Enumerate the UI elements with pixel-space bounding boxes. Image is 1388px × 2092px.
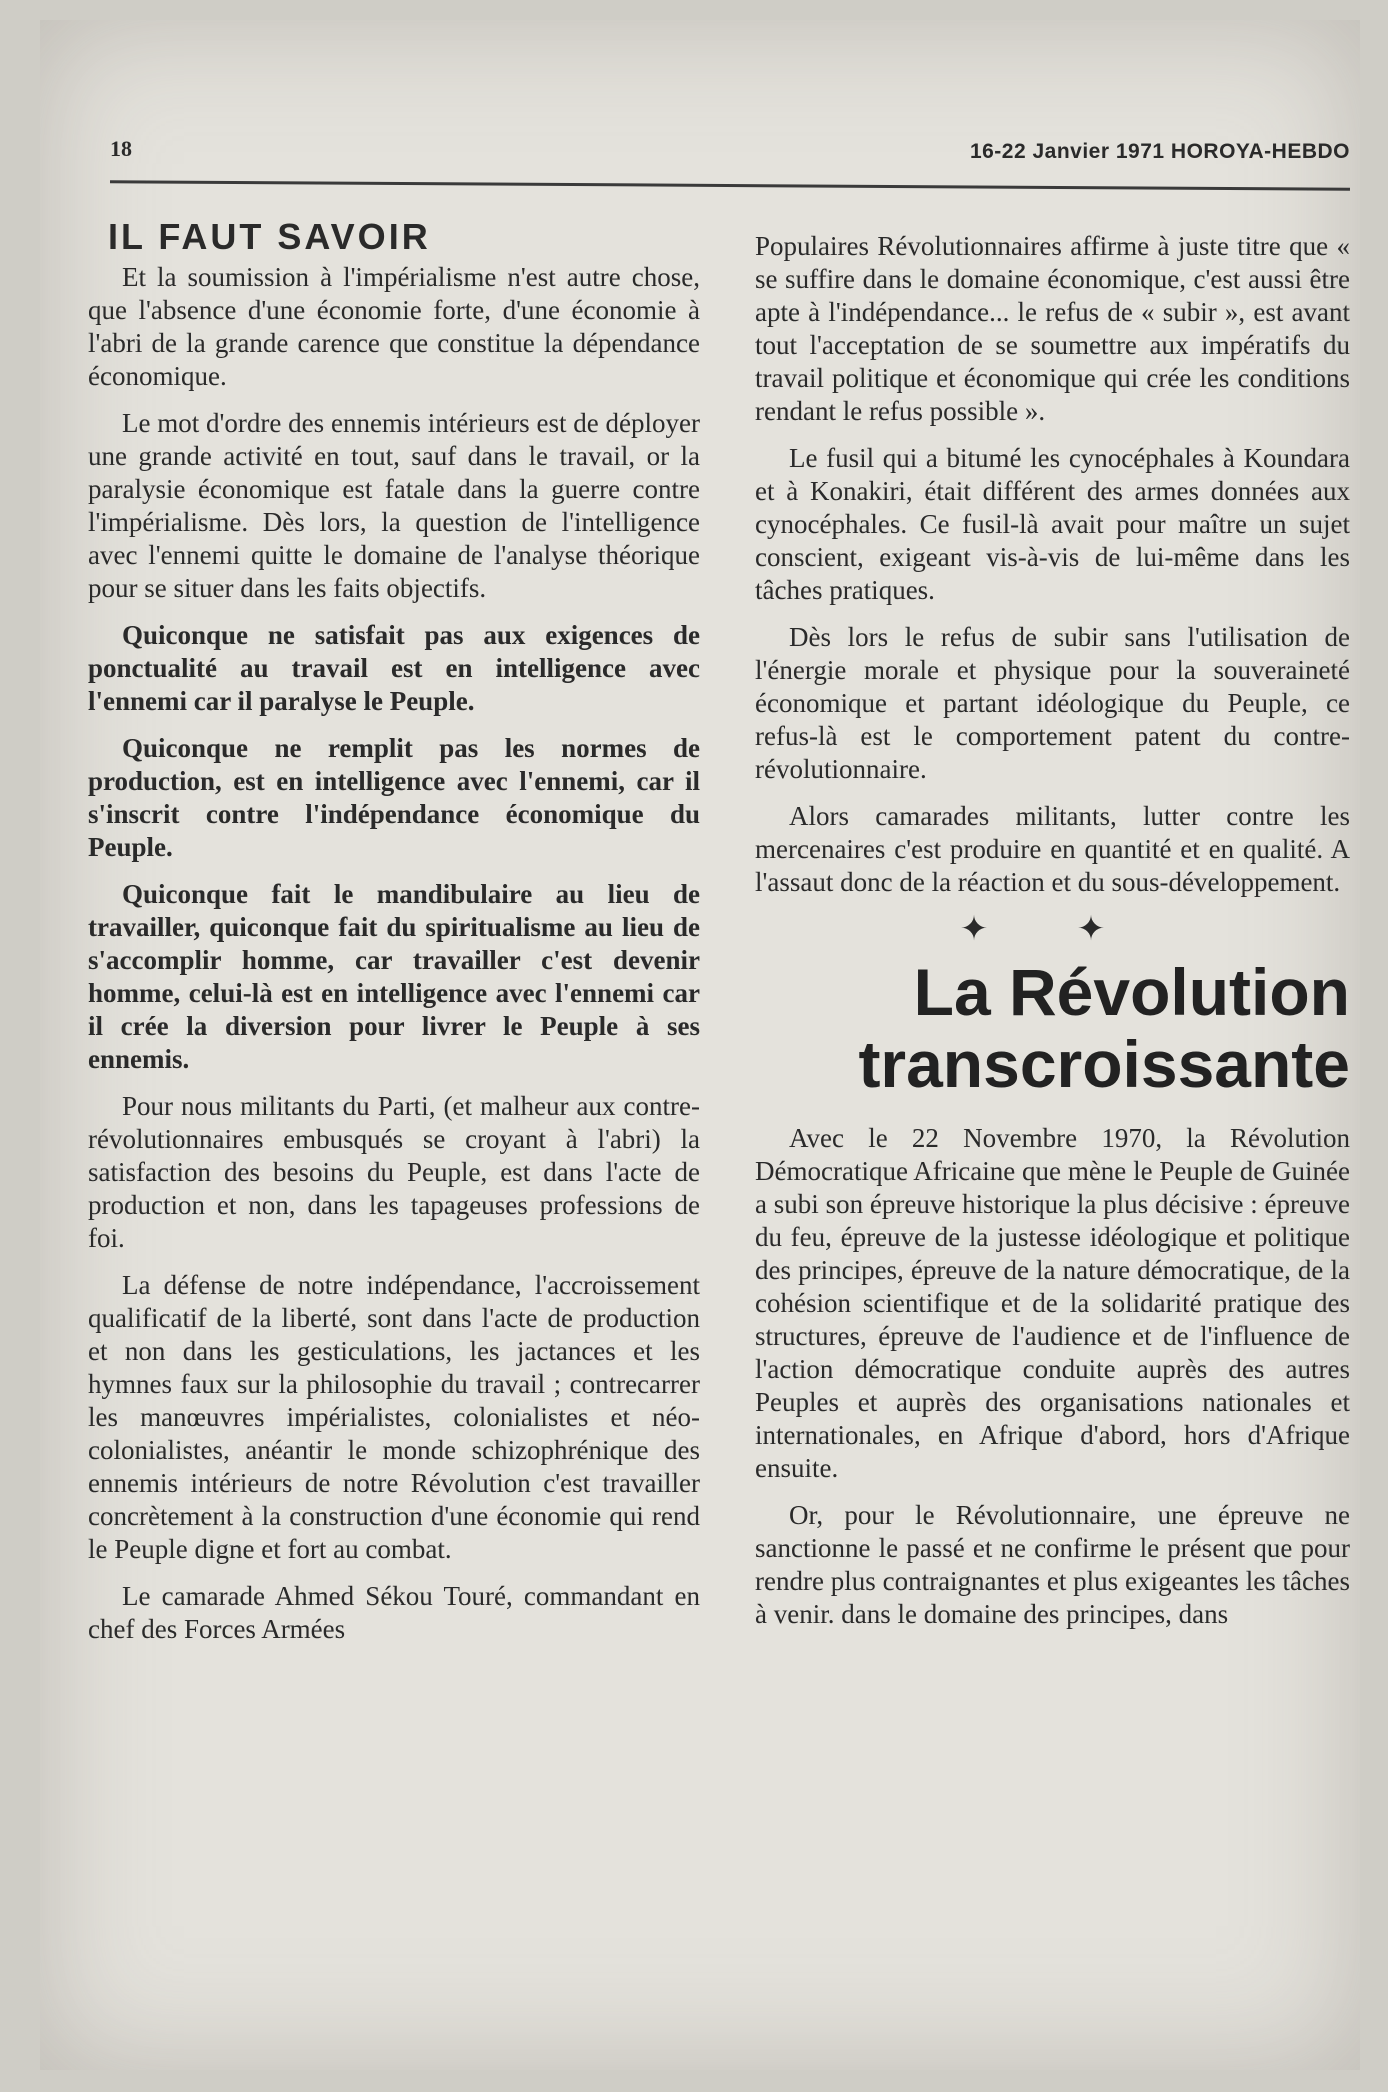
paragraph: Alors camarades militants, lutter contre les mercenaires c'est produire en quantité et en qualité. A l'assaut donc de la réaction et du sous-développement.: [755, 801, 1350, 897]
paragraph: Populaires Révolutionnaires affirme à juste titre que « se suffire dans le domaine économique, c'est aussi être apte à l'indépendance... le refus de « subir », est avant tout l'acceptation de se soumettre aux impératifs du travail politique et économique qui crée les conditions rendant le refus possible ».: [755, 231, 1350, 426]
paragraph: Quiconque ne remplit pas les normes de production, est en intelligence avec l'ennemi, car il s'inscrit contre l'indépendance économique du Peuple.: [88, 733, 700, 862]
right-column: [755, 230, 1350, 1645]
paragraph: Quiconque ne satisfait pas aux exigences de ponctualité au travail est en intelligence avec l'ennemi car il paralyse le Peuple.: [88, 620, 700, 716]
paragraph: Pour nous militants du Parti, (et malheur aux contre-révolutionnaires embusqués se croyant à l'abri) la satisfaction des besoins du Peuple, est dans l'acte de production et non, dans les tapageuses professions de foi.: [88, 1091, 700, 1253]
signature-line: Le camarade Ahmed Sékou Touré, commandant en chef des Forces Armées: [88, 1581, 700, 1644]
page-header: [110, 130, 1350, 170]
paragraph: Le fusil qui a bitumé les cynocéphales à Koundara et à Konakiri, était différent des armes données aux cynocéphales. Ce fusil-là avait pour maître un sujet conscient, exigeant vis-à-vis de lui-même dans les tâches pratiques.: [755, 443, 1350, 605]
headline-line-2: transcroissante: [858, 1027, 1350, 1101]
star-separator: ✦ ✦: [959, 911, 1146, 948]
paragraph: Avec le 22 Novembre 1970, la Révolution Démocratique Africaine que mène le Peuple de Guinée a subi son épreuve historique la plus décisive : épreuve du feu, épreuve de la justesse idéologique et politique des principes, épreuve de la nature démocratique, de la cohésion scientifique et de la solidarité pratique des structures, épreuve de l'audience et de l'influence de l'action démocratique conduite auprès des autres Peuples et auprès des organisations nationales et internationales, en Afrique d'abord, hors d'Afrique ensuite.: [755, 1123, 1350, 1483]
paragraph: Et la soumission à l'impérialisme n'est autre chose, que l'absence d'une économie forte, d'une économie à l'abri de la grande carence que constitue la dépendance économique.: [88, 262, 700, 391]
left-column: [88, 216, 700, 1660]
article-headline: [755, 956, 1350, 1100]
paragraph: Quiconque fait le mandibulaire au lieu de travailler, quiconque fait du spiritualisme au lieu de s'accomplir homme, car travailler c'est devenir homme, celui-là est en intelligence avec l'ennemi car il crée la diversion pour livrer le Peuple à ses ennemis.: [88, 879, 700, 1074]
dateline: 16-22 Janvier 1971 HOROYA-HEBDO: [969, 140, 1350, 163]
paragraph: Le mot d'ordre des ennemis intérieurs est de déployer une grande activité en tout, sauf dans le travail, or la paralysie économique est fatale dans la guerre contre l'impérialisme. Dès lors, la question de l'intelligence avec l'ennemi quitte le domaine de l'analyse théorique pour se situer dans les faits objectifs.: [88, 408, 700, 603]
section-kicker: IL FAUT SAVOIR: [108, 216, 431, 257]
page-number: 18: [110, 136, 132, 161]
paragraph: Dès lors le refus de subir sans l'utilisation de l'énergie morale et physique pour la souveraineté économique et partant idéologique du Peuple, ce refus-là est le comportement patent du contre-révolutionnaire.: [755, 622, 1350, 784]
paragraph: Or, pour le Révolutionnaire, une épreuve ne sanctionne le passé et ne confirme le présent que pour rendre plus contraignantes et plus exigeantes les tâches à venir. dans le domaine des principes, dans: [755, 1500, 1350, 1629]
headline-line-1: La Révolution: [913, 955, 1350, 1029]
paragraph: La défense de notre indépendance, l'accroissement qualificatif de la liberté, sont dans l'acte de production et non dans les gesticulations, les jactances et les hymnes faux sur la philosophie du travail ; contrecarrer les manœuvres impérialistes, colonialistes et néo-colonialistes, anéantir le monde schizophrénique des ennemis intérieurs de notre Révolution c'est travailler concrètement à la construction d'une économie qui rend le Peuple digne et fort au combat.: [88, 1270, 700, 1564]
